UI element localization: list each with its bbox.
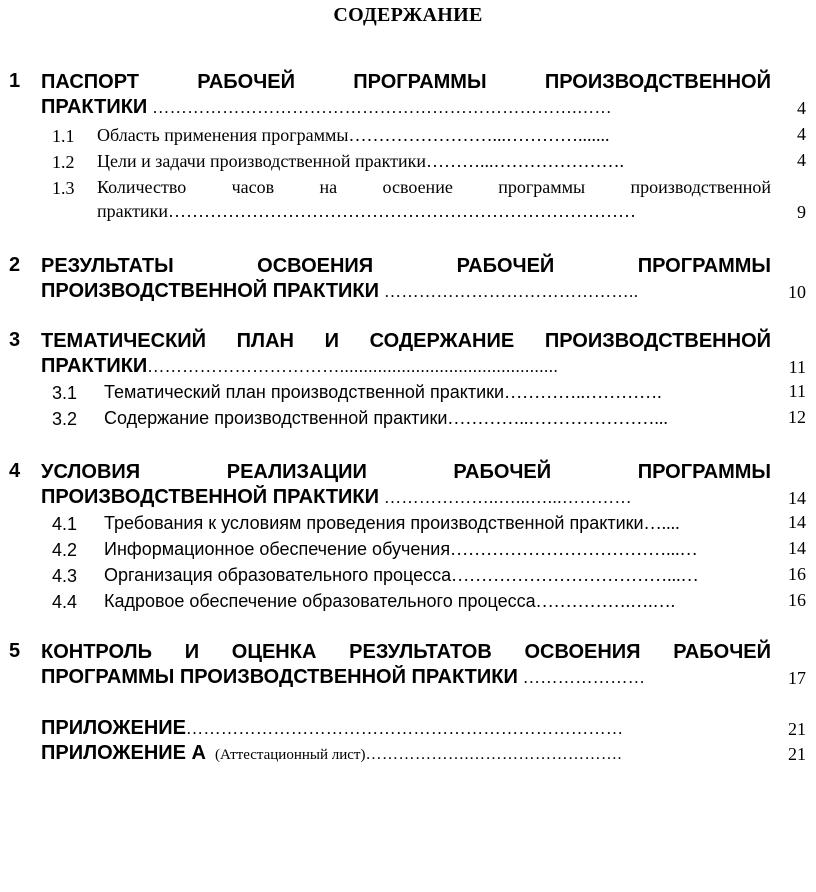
item-label: Организация образовательного процесса: [104, 565, 452, 585]
item-label: Область применения программы: [97, 125, 349, 145]
leader-dots: ………………………………...…: [451, 565, 699, 585]
section-number: 3: [9, 329, 21, 351]
page-number: 9: [797, 202, 806, 222]
section-heading-line2: ПРАКТИКИ: [41, 96, 148, 118]
appendix-label: ПРИЛОЖЕНИЕ: [41, 717, 186, 739]
leader-dots: …....: [643, 513, 680, 533]
page-number: 4: [797, 98, 806, 118]
page-title: СОДЕРЖАНИЕ: [333, 4, 483, 26]
toc-item-text: [104, 537, 774, 561]
page-number: 21: [788, 719, 806, 739]
page-number: 16: [788, 590, 806, 610]
section-number: 4: [9, 460, 21, 482]
section-heading-line2: ПРАКТИКИ: [41, 355, 148, 377]
appendix-row: [41, 716, 781, 741]
leader-dots: ………...………………….: [425, 151, 624, 171]
page-number: 16: [788, 564, 806, 584]
item-number: 4.4: [52, 592, 78, 612]
section-heading-line1: УСЛОВИЯ РЕАЛИЗАЦИИ РАБОЧЕЙ ПРОГРАММЫ: [41, 461, 771, 483]
item-label: Требования к условиям проведения производственной практики: [104, 513, 644, 533]
appendix-a-label: ПРИЛОЖЕНИЕ А: [41, 742, 206, 764]
section-heading-line2-row: [41, 665, 781, 690]
item-number: 1.2: [52, 152, 75, 172]
leader-dots: …………….….….: [535, 591, 676, 611]
section-heading-line2: ПРОГРАММЫ ПРОИЗВОДСТВЕННОЙ ПРАКТИКИ: [41, 666, 518, 688]
section-heading-line1: КОНТРОЛЬ И ОЦЕНКА РЕЗУЛЬТАТОВ ОСВОЕНИЯ РАБОЧЕЙ: [41, 641, 771, 663]
leader-dots: ……………………………………………………………….……: [152, 98, 613, 117]
item-number: 4.2: [52, 540, 78, 560]
section-heading-line1: ПАСПОРТ РАБОЧЕЙ ПРОГРАММЫ ПРОИЗВОДСТВЕННОЙ: [41, 71, 771, 93]
page-number: 4: [797, 150, 806, 170]
section-number: 2: [9, 254, 21, 276]
leader-dots: ……………………………………………………………………: [168, 201, 637, 221]
toc-item-text: [104, 589, 774, 613]
leader-dots: …………..………….: [504, 382, 662, 402]
leader-dots: ………………………………...…: [450, 539, 698, 559]
section-number: 1: [9, 70, 21, 92]
item-label: Цели и задачи производственной практики: [97, 151, 426, 171]
item-label: Тематический план производственной практики: [104, 382, 505, 402]
page-number: 12: [788, 407, 806, 427]
leader-dots: …………..…………………...: [447, 408, 668, 428]
toc-item-text-line2: [97, 199, 777, 223]
item-label: Кадровое обеспечение образовательного процесса: [104, 591, 536, 611]
appendix-a-note: (Аттестационный лист): [215, 747, 366, 763]
leader-dots: …………………: [522, 668, 646, 687]
appendix-a-row: [41, 741, 781, 767]
item-number: 3.2: [52, 409, 78, 429]
section-heading-line2: ПРОИЗВОДСТВЕННОЙ ПРАКТИКИ: [41, 486, 379, 508]
item-number: 1.1: [52, 126, 75, 146]
item-number: 4.3: [52, 566, 78, 586]
item-number: 4.1: [52, 514, 78, 534]
toc-item-text: [104, 563, 774, 587]
item-label: Содержание производственной практики: [104, 408, 448, 428]
section-heading-line1: РЕЗУЛЬТАТЫ ОСВОЕНИЯ РАБОЧЕЙ ПРОГРАММЫ: [41, 255, 771, 277]
section-heading-line2-row: [41, 485, 781, 510]
toc-item-text: [97, 123, 777, 147]
leader-dots: ……………….……………………….: [365, 746, 622, 763]
page-number: 17: [788, 668, 806, 688]
item-label: Информационное обеспечение обучения: [104, 539, 451, 559]
section-heading-line2-row: [41, 95, 781, 120]
page-number: 14: [788, 488, 806, 508]
toc-item-text-line1: Количество часов на освоение программы производственной: [97, 177, 771, 197]
toc-item-text: [104, 380, 774, 404]
page-number: 14: [788, 512, 806, 532]
leader-dots: ……………………...………….......: [348, 125, 610, 145]
item-label: практики: [97, 201, 169, 221]
item-number: 3.1: [52, 383, 78, 403]
page-number: 11: [788, 357, 806, 377]
page-number: 14: [788, 538, 806, 558]
page-number: 11: [788, 381, 806, 401]
leader-dots: ……………………………………..: [384, 282, 639, 301]
section-heading-line1: ТЕМАТИЧЕСКИЙ ПЛАН И СОДЕРЖАНИЕ ПРОИЗВОДСТВЕННОЙ: [41, 330, 771, 352]
leader-dots: ……………………………..............................................: [147, 357, 559, 376]
section-heading-line2-row: [41, 279, 781, 304]
page-number: 21: [788, 744, 806, 764]
section-heading-line2-row: [41, 354, 781, 379]
leader-dots: ………………..…...…...…………: [384, 488, 632, 507]
section-heading-line2: ПРОИЗВОДСТВЕННОЙ ПРАКТИКИ: [41, 280, 379, 302]
toc-item-text: [97, 149, 777, 173]
page-number: 10: [788, 282, 806, 302]
section-number: 5: [9, 640, 21, 662]
page-number: 4: [797, 124, 806, 144]
toc-item-text: [104, 511, 774, 535]
leader-dots: …………………………………………………………………: [186, 719, 624, 738]
toc-item-text: [104, 406, 774, 430]
item-number: 1.3: [52, 178, 75, 198]
